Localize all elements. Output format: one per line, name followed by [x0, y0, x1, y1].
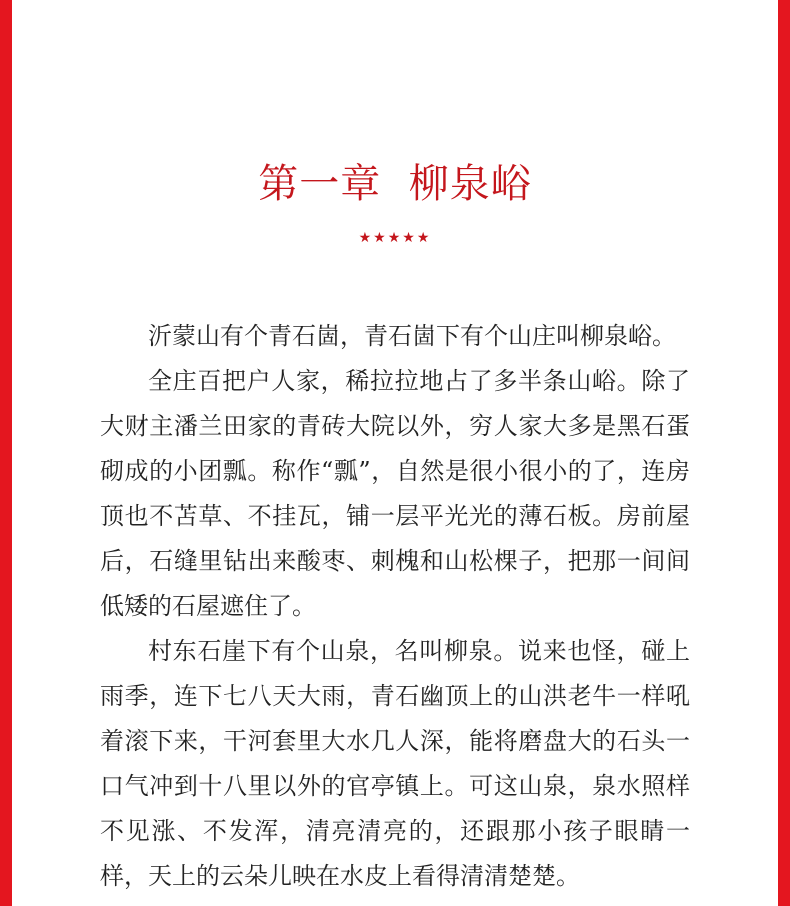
book-page [12, 0, 778, 906]
chapter-title: 第一章 柳泉峪 [258, 161, 532, 207]
paragraph-2: 全庄百把户人家，稀拉拉地占了多半条山峪。除了大财主潘兰田家的青砖大院以外，穷人家大多是黑石蛋砌成的小团瓢。称作“瓢”，自然是很小很小的了，连房顶也不苫草、不挂瓦，铺一层平光光的薄石板。房前屋后，石缝里钻出来酸枣、刺槐和山松棵子，把那一间间低矮的石屋遮住了。 [100, 367, 690, 620]
right-red-border [778, 0, 790, 906]
paragraph-1: 沂蒙山有个青石崮，青石崮下有个山庄叫柳泉峪。 [148, 322, 676, 350]
star-divider: ★★★★★ [358, 230, 432, 246]
paragraph-3: 村东石崖下有个山泉，名叫柳泉。说来也怪，碰上雨季，连下七八天大雨，青石幽顶上的山洪老牛一样吼着滚下来，干河套里大水几人深，能将磨盘大的石头一口气冲到十八里以外的官亭镇上。可这山泉，泉水照样不见涨、不发浑，清亮清亮的，还跟那小孩子眼睛一样，天上的云朵儿映在水皮上看得清清楚楚。 [100, 637, 690, 890]
chapter-body [100, 314, 690, 899]
left-red-border [0, 0, 12, 906]
